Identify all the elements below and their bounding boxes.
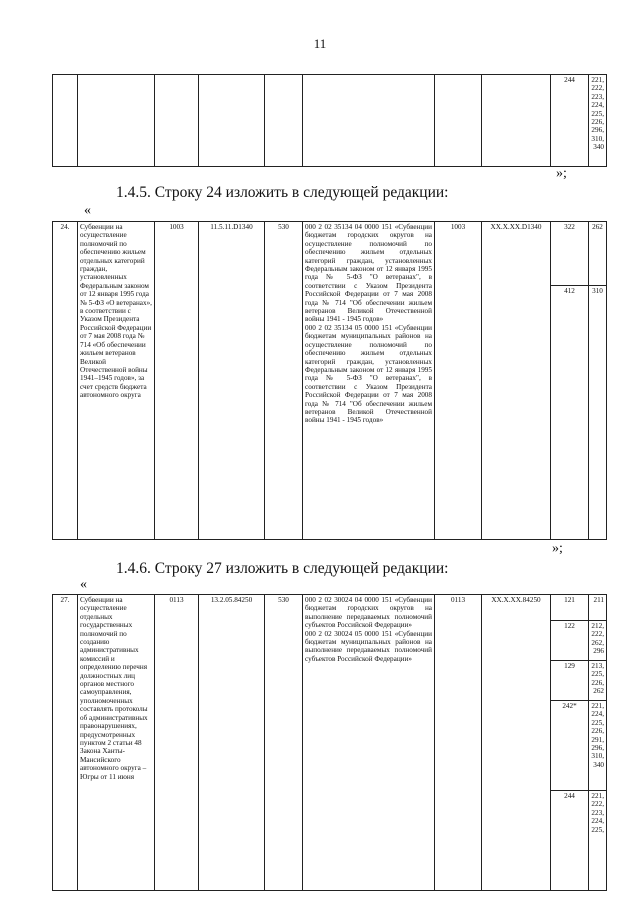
opening-quote-2: « bbox=[80, 577, 87, 592]
row27-name: Субвенции на осуществление отдельных государственных полномочий по созданию административных комиссий и определению перечня должностных лиц органов местного самоуправления, уполномоченных составлять протоколы об административных правонарушениях, предусмотренных пунктом 2 статьи 48 Закона Ханты-Мансийского автономного округа – Югры от 11 июня bbox=[78, 595, 155, 891]
row27-kosgu-5: 221, 222, 223, 224, 225, bbox=[589, 791, 607, 891]
row27-kvr-3: 129 bbox=[551, 661, 589, 701]
cell-num bbox=[53, 75, 78, 167]
cell-name bbox=[78, 75, 155, 167]
cell-kosgu: 221, 222, 223, 224, 225, 226, 296, 310, 340 bbox=[589, 75, 607, 167]
section-heading-1-4-5: 1.4.5. Строку 24 изложить в следующей редакции: bbox=[116, 184, 449, 201]
row27-cs2: XX.X.XX.84250 bbox=[482, 595, 551, 891]
row27-kvr-4: 242* bbox=[551, 701, 589, 791]
row27-rz: 0113 bbox=[155, 595, 199, 891]
row27-cs: 13.2.05.84250 bbox=[199, 595, 265, 891]
closing-quote-2: »; bbox=[552, 541, 563, 556]
row24-num: 24. bbox=[53, 222, 78, 540]
row27-num: 27. bbox=[53, 595, 78, 891]
cell-cs2 bbox=[482, 75, 551, 167]
row27-kosgu-3: 213, 225, 226, 262 bbox=[589, 661, 607, 701]
row27-rz2: 0113 bbox=[435, 595, 482, 891]
cell-rz2 bbox=[435, 75, 482, 167]
row24-kvr-2: 412 bbox=[551, 286, 589, 540]
table-row-24 bbox=[52, 221, 607, 540]
row24-kosgu-2: 310 bbox=[589, 286, 607, 540]
row24-rz: 1003 bbox=[155, 222, 199, 540]
row24-cs2: XX.X.XX.D1340 bbox=[482, 222, 551, 540]
section-heading-1-4-6: 1.4.6. Строку 27 изложить в следующей редакции: bbox=[116, 560, 449, 577]
cell-rz bbox=[155, 75, 199, 167]
row24-kvr-1: 322 bbox=[551, 222, 589, 286]
closing-quote-1: »; bbox=[556, 166, 567, 181]
row27-kosgu-2: 212, 222, 262, 296 bbox=[589, 621, 607, 661]
row24-name: Субвенции на осуществление полномочий по обеспечению жильем отдельных категорий граждан, установленных Федеральным законом от 12 января 1995 года № 5-ФЗ «О ветеранах», в соответствии с Указом Президента Российской Федерации от 7 мая 2008 года № 714 «Об обеспечении жильем ветеранов Великой Отечественной войны 1941–1945 годов», за счет средств бюджета автономного округа bbox=[78, 222, 155, 540]
row27-kvr-src: 530 bbox=[265, 595, 303, 891]
row27-kvr-5: 244 bbox=[551, 791, 589, 891]
page-number: 11 bbox=[313, 36, 327, 51]
cell-cs bbox=[199, 75, 265, 167]
row24-rz2: 1003 bbox=[435, 222, 482, 540]
row27-kvr-1: 121 bbox=[551, 595, 589, 621]
row27-kd: 000 2 02 30024 04 0000 151 «Субвенции бюджетам городских округов на выполнение передаваемых полномочий субъектов Российской Федерации» 000 2 02 30024 05 0000 151 «Субвенции бюджетам муниципальных районов на выполнение передаваемых полномочий субъектов Российской Федерации» bbox=[303, 595, 435, 891]
row27-kvr-2: 122 bbox=[551, 621, 589, 661]
row27-kosgu-4: 221, 224, 225, 226, 291, 296, 310, 340 bbox=[589, 701, 607, 791]
row27-kosgu-1: 211 bbox=[589, 595, 607, 621]
cell-kvr-src bbox=[265, 75, 303, 167]
opening-quote-1: « bbox=[84, 203, 91, 218]
row24-kosgu-1: 262 bbox=[589, 222, 607, 286]
cell-kd bbox=[303, 75, 435, 167]
row24-kd: 000 2 02 35134 04 0000 151 «Субвенции бюджетам городских округов на осуществление полномочий по обеспечению жильем отдельных категорий граждан, установленных Федеральным законом от 12 января 1995 года № 5-ФЗ "О ветеранах", в соответствии с Указом Президента Российской Федерации от 7 мая 2008 года № 714 "Об обеспечении жильем ветеранов Великой Отечественной войны 1941 - 1945 годов» 000 2 02 35134 05 0000 151 «Субвенции бюджетам муниципальных районов на осуществление полномочий по обеспечению жильем отдельных категорий граждан, установленных Федеральным законом от 12 января 1995 года № 5-ФЗ "О ветеранах", в соответствии с Указом Президента Российской Федерации от 7 мая 2008 года № 714 "Об обеспечении жильем ветеранов Великой Отечественной войны 1941 - 1945 годов» bbox=[303, 222, 435, 540]
table-row-27 bbox=[52, 594, 607, 891]
row24-kvr-src: 530 bbox=[265, 222, 303, 540]
cell-kvr: 244 bbox=[551, 75, 589, 167]
table-fragment-top bbox=[52, 74, 607, 167]
row24-cs: 11.5.11.D1340 bbox=[199, 222, 265, 540]
